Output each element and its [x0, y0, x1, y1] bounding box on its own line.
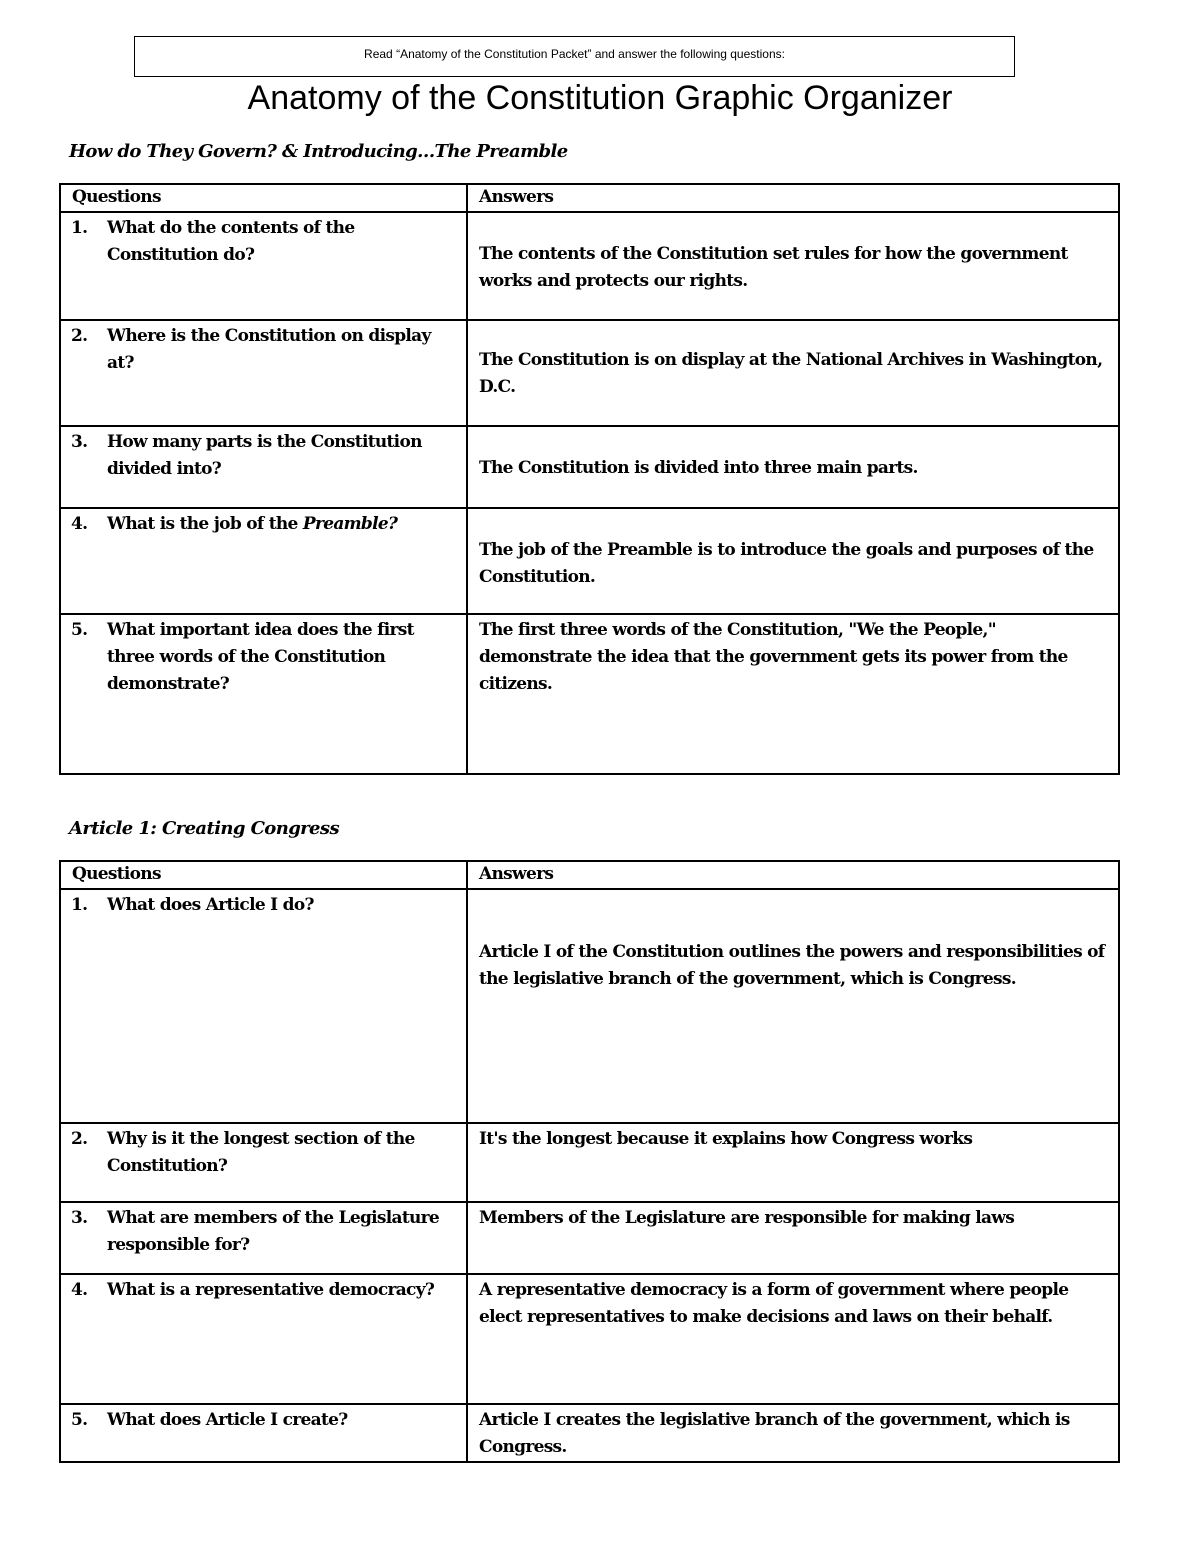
question-cell: [60, 1202, 467, 1274]
question-cell: [60, 212, 467, 320]
question-text: How many parts is the Constitution divided into?: [107, 432, 422, 479]
answer-cell: [467, 212, 1119, 320]
answer-cell: [467, 1202, 1119, 1274]
question-text: What is a representative democracy?: [107, 1280, 435, 1300]
question-cell: [60, 320, 467, 426]
questions-header: Questions: [60, 184, 467, 212]
question-cell: [60, 1123, 467, 1202]
answers-header: Answers: [467, 184, 1119, 212]
section-heading-preamble: How do They Govern? & Introducing…The Preamble: [69, 141, 568, 162]
table-row: [60, 889, 1119, 1123]
table-header-row: [60, 861, 1119, 889]
section-heading-article-1: Article 1: Creating Congress: [69, 818, 339, 839]
question-text: What are members of the Legislature responsible for?: [107, 1208, 440, 1255]
question-number: 1.: [71, 895, 88, 915]
question-text: What important idea does the first three words of the Constitution demonstrate?: [107, 620, 414, 694]
answer-text: Article I of the Constitution outlines the powers and responsibilities of the legislative branch of the government, which is Congress.: [479, 942, 1105, 989]
table-header-row: [60, 184, 1119, 212]
question-cell: [60, 508, 467, 614]
table-row: [60, 614, 1119, 774]
instruction-box: [134, 36, 1015, 77]
table-row: [60, 1404, 1119, 1462]
table-row: [60, 1123, 1119, 1202]
question-cell: [60, 889, 467, 1123]
question-cell: [60, 1274, 467, 1404]
question-text: What does Article I create?: [107, 1410, 348, 1430]
answer-cell: [467, 1123, 1119, 1202]
question-number: 5.: [71, 620, 88, 640]
question-number: 4.: [71, 514, 88, 534]
table-row: [60, 212, 1119, 320]
question-number: 3.: [71, 1208, 88, 1228]
table-row: [60, 320, 1119, 426]
question-text: Why is it the longest section of the Constitution?: [107, 1129, 415, 1176]
answer-text: The Constitution is on display at the National Archives in Washington, D.C.: [479, 350, 1103, 397]
table-row: [60, 1202, 1119, 1274]
answer-cell: [467, 614, 1119, 774]
question-text: What is the job of the Preamble?: [107, 514, 398, 534]
question-text: Where is the Constitution on display at?: [107, 326, 431, 373]
answer-text: The contents of the Constitution set rules for how the government works and protects our rights.: [479, 244, 1068, 291]
page-title: Anatomy of the Constitution Graphic Organizer: [247, 79, 953, 117]
questions-header: Questions: [60, 861, 467, 889]
answer-text: The first three words of the Constitution, "We the People," demonstrate the idea that the government gets its power from the citizens.: [479, 620, 1068, 694]
preamble-table: [59, 183, 1120, 775]
answer-cell: [467, 1274, 1119, 1404]
question-number: 2.: [71, 326, 88, 346]
table-row: [60, 1274, 1119, 1404]
article-1-table: [59, 860, 1120, 1463]
answer-cell: [467, 426, 1119, 508]
question-text: What do the contents of the Constitution do?: [107, 218, 355, 265]
question-cell: [60, 614, 467, 774]
question-number: 4.: [71, 1280, 88, 1300]
answer-text: Members of the Legislature are responsible for making laws: [479, 1208, 1015, 1228]
answer-text: A representative democracy is a form of government where people elect representatives to make decisions and laws on their behalf.: [479, 1280, 1069, 1327]
question-number: 3.: [71, 432, 88, 452]
answer-cell: [467, 508, 1119, 614]
answer-text: The job of the Preamble is to introduce the goals and purposes of the Constitution.: [479, 540, 1094, 587]
table-row: [60, 508, 1119, 614]
answers-header: Answers: [467, 861, 1119, 889]
instruction-text: Read “Anatomy of the Constitution Packet” and answer the following questions:: [364, 47, 785, 61]
answer-text: Article I creates the legislative branch of the government, which is Congress.: [479, 1410, 1070, 1457]
question-number: 1.: [71, 218, 88, 238]
answer-cell: [467, 320, 1119, 426]
answer-text: The Constitution is divided into three main parts.: [479, 458, 918, 478]
answer-cell: [467, 889, 1119, 1123]
answer-text: It's the longest because it explains how Congress works: [479, 1129, 973, 1149]
question-number: 5.: [71, 1410, 88, 1430]
question-cell: [60, 426, 467, 508]
question-number: 2.: [71, 1129, 88, 1149]
question-text: What does Article I do?: [107, 895, 314, 915]
answer-cell: [467, 1404, 1119, 1462]
table-row: [60, 426, 1119, 508]
question-cell: [60, 1404, 467, 1462]
